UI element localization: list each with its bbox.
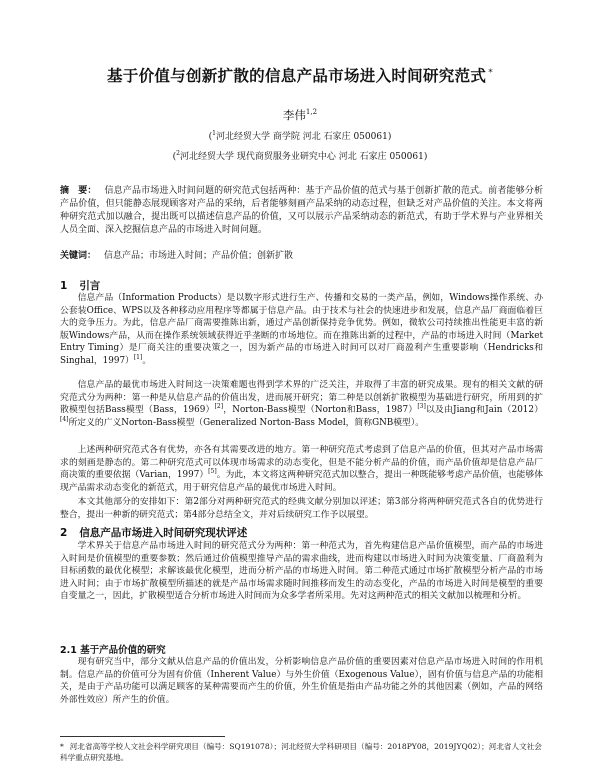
- affiliation-2-text: 河北经贸大学 现代商贸服务业研究中心 河北 石家庄 050061: [180, 152, 424, 162]
- section-1-title: 引言: [79, 280, 101, 292]
- paragraph-2-text-c: 以及由Jiang和Jain（2012）: [425, 405, 543, 416]
- citation-1: [1]: [133, 353, 143, 361]
- paragraph-2-text-a: 信息产品的最优市场进入时间这一决策难题也得到学术界的广泛关注，并取得了丰富的研究成果。现有的相关文献的研究范式分为两种：第一种是从信息产品的价值出发，进而展开研究；第二种是以创新扩散模型为基础进行研究，所用到的扩散模型包括Bass模型（Bass，1969）: [60, 380, 543, 416]
- paragraph-4: 本文其他部分的安排如下：第2部分对两种研究范式的经典文献分别加以评述；第3部分将两种研究范式各自的优势进行整合，提出一种新的研究范式；第4部分总结全文，并对后续研究工作予以展望。: [60, 497, 543, 520]
- paragraph-3: [60, 444, 543, 494]
- affiliation-2-sup: 2: [176, 150, 180, 157]
- section-1-number: 1: [60, 280, 68, 292]
- citation-3: [3]: [417, 403, 426, 411]
- affiliation-2: ($^2$河北经贸大学 现代商贸服务业研究中心 河北 石家庄 050061): [172, 150, 428, 162]
- citation-2: [2]: [214, 403, 224, 411]
- paper-title-text: 基于价值与创新扩散的信息产品市场进入时间研究范式: [106, 67, 487, 85]
- paragraph-1: [60, 292, 543, 368]
- section-2-1-number: 2.1: [60, 645, 77, 656]
- abstract-text: 信息产品市场进入时间问题的研究范式包括两种：基于产品价值的范式与基于创新扩散的范式。前者能够分析产品价值，但只能静态展现顾客对产品的采纳，后者能够刻画产品采纳的动态过程，但缺乏对产品价值的关注。本文将两种研究范式加以融合，提出既可以描述信息产品的价值，又可以展示产品采纳动态的新范式，有助于学术界与产业界相关人员全面、深入挖掘信息产品的市场进入时间问题。: [60, 186, 543, 235]
- citation-5: [5]: [208, 468, 217, 476]
- footnote-text: 河北省高等学校人文社会科学研究项目（编号：SQ191078）；河北经贸大学科研项目（编号：2018PY08，2019JYQ02）；河北省人文社会科学重点研究基地。: [60, 742, 542, 762]
- footnote-rule: [60, 736, 225, 737]
- paragraph-1-text: 信息产品（Information Products）是以数字形式进行生产、传播和交易的一类产品，例如，Windows操作系统、办公套装Office、WPS以及各种移动应用程序等都属于信息产品。由于技术与社会的快速进步和发展，信息产品厂商面临着巨大的竞争压力。为此，信息产品厂商需要推陈出新，通过产品创新保持竞争优势。例如，微软公司持续推出性能更丰富的新版Windows产品，从而在操作系统领域获得近乎垄断的市场地位。而在推陈出新的过程中，产品的市场进入时间（Market Entry Timing）是厂商关注的重要决策之一，因为新产品的市场进入时间可以对厂商盈利产生重要影响（Hendricks和Singhal，1997）: [60, 293, 543, 366]
- section-2-heading: [60, 525, 247, 540]
- keywords-label: 关键词：: [60, 251, 97, 261]
- section-2-title: 信息产品市场进入时间研究现状评述: [79, 527, 248, 539]
- paragraph-2: [60, 379, 543, 429]
- author-name: 李伟: [282, 108, 306, 122]
- citation-4: [4]: [60, 415, 69, 423]
- section-1-heading: [60, 278, 100, 293]
- footnote-mark: *: [60, 742, 64, 751]
- paragraph-2-text-d: 所定义的广义Norton-Bass模型（Generalized Norton-Bass Model，简称GNB模型）。: [68, 417, 425, 428]
- paragraph-3-text-b: 。为此，本文将这两种研究范式加以整合，提出一种既能够考虑产品价值，也能够体现产品需求动态变化的新范式，用于研究信息产品的最优市场进入时间。: [60, 470, 543, 493]
- paragraph-6: 现有研究当中，部分文献从信息产品的价值出发，分析影响信息产品价值的重要因素对信息产品市场进入时间的作用机制。信息产品的价值可分为固有价值（Inherent Value）与外生价值（Exogenous Value），固有价值与信息产品的功能相关，是由于产品功能可以满足顾客的某种需要而产生的价值，外生价值是指由产品功能之外的其他因素（例如，产品的网络外部性效应）所产生的价值。: [60, 657, 543, 705]
- section-2-number: 2: [60, 527, 68, 539]
- keywords: [60, 250, 543, 263]
- paragraph-5: 学术界关于信息产品市场进入时间的研究范式分为两种：第一种范式为，首先构建信息产品价值模型，而产品的市场进入时间是价值模型的重要参数；然后通过价值模型推导产品的需求曲线，进而构建以市场进入时间为决策变量、厂商盈利为目标函数的最优化模型；求解该最优化模型，进而分析产品的市场进入时间。第二种范式通过市场扩散模型分析产品的市场进入时间；由于市场扩散模型所描述的就是产品市场需求随时间推移而发生的动态变化，产品的市场进入时间是模型的重要自变量之一，因此，扩散模型适合分析市场进入时间而为众多学者所采用。先对这两种范式的相关文献加以梳理和分析。: [60, 541, 543, 602]
- paragraph-2-text-b: ，Norton-Bass模型（Norton和Bass，1987）: [223, 405, 418, 416]
- abstract-label: 摘 要：: [60, 186, 97, 196]
- footnote: [60, 741, 543, 763]
- affiliation-1-text: 河北经贸大学 商学院 河北 石家庄 050061: [216, 132, 388, 142]
- section-2-1-title: 基于产品价值的研究: [80, 645, 166, 656]
- paragraph-1-end: 。: [142, 355, 152, 366]
- paper-title: [0, 64, 600, 86]
- keywords-text: 信息产品；市场进入时间；产品价值；创新扩散: [104, 251, 294, 261]
- author-line: [0, 107, 600, 123]
- author-sup: 1,2: [305, 108, 318, 116]
- abstract: [60, 185, 543, 237]
- affiliation-1-sup: 1: [212, 130, 216, 137]
- paragraph-3-text-a: 上述两种研究范式各有优势，亦各有其需要改进的地方。第一种研究范式考虑到了信息产品的价值，但其对产品市场需求的刻画是静态的。第二种研究范式可以体现市场需求的动态变化，但是不能分析产品的价值，而产品价值却是信息产品厂商决策的重要依据（Varian，1997）: [60, 445, 543, 481]
- title-footnote-mark: *: [488, 68, 493, 78]
- affiliation-1: ($^1$河北经贸大学 商学院 河北 石家庄 050061): [208, 130, 392, 142]
- section-2-1-heading: [60, 642, 166, 656]
